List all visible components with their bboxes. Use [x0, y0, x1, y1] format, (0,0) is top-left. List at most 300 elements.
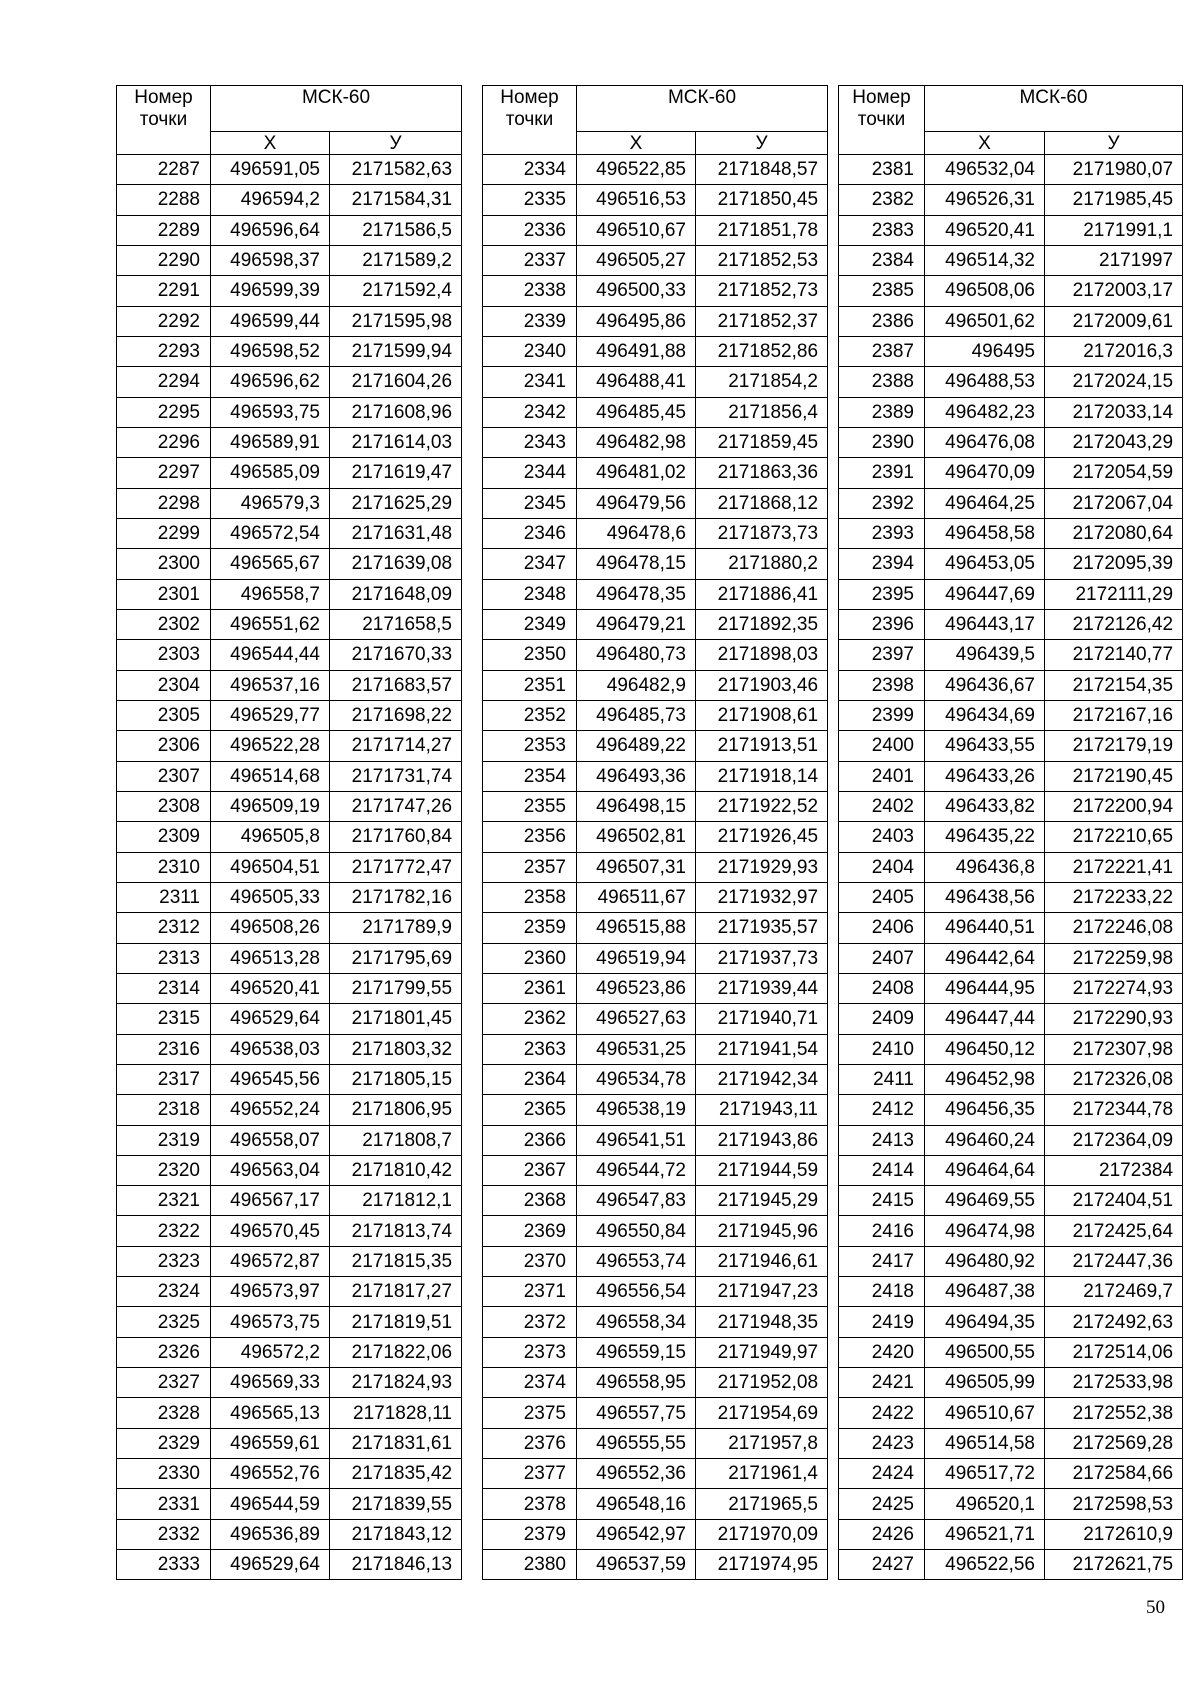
table-row	[117, 1004, 462, 1034]
x-coordinate-cell: 496558,07	[211, 1125, 330, 1155]
table-row	[117, 1216, 462, 1246]
table-row	[839, 822, 1183, 852]
table-row	[839, 791, 1183, 821]
point-number-cell: 2379	[483, 1519, 577, 1549]
point-number-cell: 2352	[483, 700, 577, 730]
y-coordinate-cell: 2171946,61	[696, 1246, 828, 1276]
point-number-cell: 2362	[483, 1004, 577, 1034]
table-row	[117, 245, 462, 275]
table-row	[483, 1459, 828, 1489]
table-row	[483, 1125, 828, 1155]
table-row	[483, 1095, 828, 1125]
table-row	[117, 1398, 462, 1428]
x-coordinate-cell: 496478,35	[577, 579, 696, 609]
point-number-cell: 2380	[483, 1550, 577, 1580]
point-number-cell: 2398	[839, 670, 925, 700]
table-row	[117, 973, 462, 1003]
point-number-cell: 2349	[483, 609, 577, 639]
x-coordinate-cell: 496447,44	[925, 1004, 1045, 1034]
table-row	[483, 882, 828, 912]
table-row	[117, 397, 462, 427]
x-header: Х	[211, 132, 330, 155]
table-row	[117, 609, 462, 639]
point-number-cell: 2293	[117, 336, 211, 366]
x-coordinate-cell: 496456,35	[925, 1095, 1045, 1125]
y-coordinate-cell: 2171945,96	[696, 1216, 828, 1246]
y-coordinate-cell: 2172111,29	[1045, 579, 1183, 609]
table-row	[839, 609, 1183, 639]
x-coordinate-cell: 496529,64	[211, 1550, 330, 1580]
y-coordinate-cell: 2171789,9	[330, 913, 462, 943]
table-row	[483, 1368, 828, 1398]
y-coordinate-cell: 2171795,69	[330, 943, 462, 973]
table-row	[117, 427, 462, 457]
x-coordinate-cell: 496435,22	[925, 822, 1045, 852]
point-number-cell: 2384	[839, 245, 925, 275]
x-coordinate-cell: 496519,94	[577, 943, 696, 973]
x-coordinate-cell: 496481,02	[577, 458, 696, 488]
point-number-cell: 2290	[117, 245, 211, 275]
y-coordinate-cell: 2171584,31	[330, 185, 462, 215]
x-coordinate-cell: 496485,45	[577, 397, 696, 427]
x-coordinate-cell: 496470,09	[925, 458, 1045, 488]
table-row	[483, 1246, 828, 1276]
x-coordinate-cell: 496444,95	[925, 973, 1045, 1003]
table-row	[839, 1337, 1183, 1367]
x-coordinate-cell: 496596,62	[211, 367, 330, 397]
x-coordinate-cell: 496555,55	[577, 1428, 696, 1458]
x-coordinate-cell: 496436,8	[925, 852, 1045, 882]
table-row	[117, 1519, 462, 1549]
x-coordinate-cell: 496433,55	[925, 731, 1045, 761]
table-row	[117, 1246, 462, 1276]
x-coordinate-cell: 496521,71	[925, 1519, 1045, 1549]
point-number-cell: 2358	[483, 882, 577, 912]
point-number-cell: 2390	[839, 427, 925, 457]
point-number-cell: 2372	[483, 1307, 577, 1337]
y-coordinate-cell: 2171945,29	[696, 1186, 828, 1216]
point-number-cell: 2305	[117, 700, 211, 730]
table-row	[483, 1489, 828, 1519]
table-row	[839, 245, 1183, 275]
x-coordinate-cell: 496474,98	[925, 1216, 1045, 1246]
table-row	[117, 882, 462, 912]
x-coordinate-cell: 496464,25	[925, 488, 1045, 518]
y-coordinate-cell: 2171886,41	[696, 579, 828, 609]
y-coordinate-cell: 2171863,36	[696, 458, 828, 488]
page-number: 50	[1146, 1597, 1165, 1618]
table-row	[117, 215, 462, 245]
x-coordinate-cell: 496440,51	[925, 913, 1045, 943]
y-coordinate-cell: 2171929,93	[696, 852, 828, 882]
point-number-cell: 2389	[839, 397, 925, 427]
y-coordinate-cell: 2171970,09	[696, 1519, 828, 1549]
point-number-cell: 2419	[839, 1307, 925, 1337]
y-coordinate-cell: 2171948,35	[696, 1307, 828, 1337]
y-coordinate-cell: 2172584,66	[1045, 1459, 1183, 1489]
point-number-cell: 2308	[117, 791, 211, 821]
y-coordinate-cell: 2172364,09	[1045, 1125, 1183, 1155]
table-row	[839, 761, 1183, 791]
x-coordinate-cell: 496567,17	[211, 1186, 330, 1216]
table-row	[483, 913, 828, 943]
y-coordinate-cell: 2171942,34	[696, 1064, 828, 1094]
point-number-cell: 2313	[117, 943, 211, 973]
x-coordinate-cell: 496572,87	[211, 1246, 330, 1276]
table-row	[839, 1519, 1183, 1549]
point-number-cell: 2351	[483, 670, 577, 700]
table-row	[117, 640, 462, 670]
y-coordinate-cell: 2171714,27	[330, 731, 462, 761]
y-coordinate-cell: 2171815,35	[330, 1246, 462, 1276]
y-coordinate-cell: 2171639,08	[330, 549, 462, 579]
table-row	[839, 1034, 1183, 1064]
table-row	[839, 700, 1183, 730]
point-number-cell: 2375	[483, 1398, 577, 1428]
point-number-cell: 2314	[117, 973, 211, 1003]
x-coordinate-cell: 496529,64	[211, 1004, 330, 1034]
x-coordinate-cell: 496538,03	[211, 1034, 330, 1064]
point-number-cell: 2423	[839, 1428, 925, 1458]
table-row	[117, 1368, 462, 1398]
table-row	[483, 1216, 828, 1246]
table-row	[483, 822, 828, 852]
table-row	[117, 1125, 462, 1155]
y-coordinate-cell: 2172054,59	[1045, 458, 1183, 488]
table-row	[117, 185, 462, 215]
table-row	[483, 518, 828, 548]
y-coordinate-cell: 2171854,2	[696, 367, 828, 397]
x-coordinate-cell: 496558,34	[577, 1307, 696, 1337]
y-coordinate-cell: 2171926,45	[696, 822, 828, 852]
table-row	[483, 1004, 828, 1034]
point-number-cell: 2350	[483, 640, 577, 670]
y-coordinate-cell: 2171731,74	[330, 761, 462, 791]
table-row	[839, 1550, 1183, 1580]
y-coordinate-cell: 2171625,29	[330, 488, 462, 518]
y-coordinate-cell: 2171586,5	[330, 215, 462, 245]
point-number-cell: 2342	[483, 397, 577, 427]
x-coordinate-cell: 496544,44	[211, 640, 330, 670]
x-coordinate-cell: 496482,23	[925, 397, 1045, 427]
table-row	[839, 973, 1183, 1003]
x-coordinate-cell: 496553,74	[577, 1246, 696, 1276]
x-coordinate-cell: 496476,08	[925, 427, 1045, 457]
x-coordinate-cell: 496507,31	[577, 852, 696, 882]
x-coordinate-cell: 496501,62	[925, 306, 1045, 336]
point-number-header: Номер точки	[117, 86, 211, 155]
y-coordinate-cell: 2171852,53	[696, 245, 828, 275]
x-header: Х	[577, 132, 696, 155]
table-row	[483, 852, 828, 882]
table-row	[483, 549, 828, 579]
y-coordinate-cell: 2171822,06	[330, 1337, 462, 1367]
x-coordinate-cell: 496495,86	[577, 306, 696, 336]
table-row	[839, 427, 1183, 457]
table-row	[483, 397, 828, 427]
table-row	[483, 367, 828, 397]
table-row	[117, 852, 462, 882]
table-row	[117, 1307, 462, 1337]
table-row	[483, 700, 828, 730]
y-coordinate-cell: 2171952,08	[696, 1368, 828, 1398]
y-coordinate-cell: 2171801,45	[330, 1004, 462, 1034]
x-coordinate-cell: 496487,38	[925, 1277, 1045, 1307]
y-coordinate-cell: 2171760,84	[330, 822, 462, 852]
table-row	[117, 1034, 462, 1064]
table-row	[117, 1428, 462, 1458]
x-coordinate-cell: 496434,69	[925, 700, 1045, 730]
table-row	[839, 1095, 1183, 1125]
point-number-cell: 2325	[117, 1307, 211, 1337]
x-coordinate-cell: 496558,95	[577, 1368, 696, 1398]
y-coordinate-cell: 2171619,47	[330, 458, 462, 488]
point-number-cell: 2340	[483, 336, 577, 366]
y-coordinate-cell: 2172569,28	[1045, 1428, 1183, 1458]
table-row	[839, 488, 1183, 518]
point-number-cell: 2364	[483, 1064, 577, 1094]
y-coordinate-cell: 2171957,8	[696, 1428, 828, 1458]
table-row	[839, 1064, 1183, 1094]
y-coordinate-cell: 2172447,36	[1045, 1246, 1183, 1276]
y-coordinate-cell: 2171851,78	[696, 215, 828, 245]
point-number-cell: 2338	[483, 276, 577, 306]
x-coordinate-cell: 496527,63	[577, 1004, 696, 1034]
y-coordinate-cell: 2171648,09	[330, 579, 462, 609]
x-coordinate-cell: 496573,75	[211, 1307, 330, 1337]
point-number-cell: 2327	[117, 1368, 211, 1398]
point-number-cell: 2328	[117, 1398, 211, 1428]
table-row	[483, 761, 828, 791]
y-coordinate-cell: 2171850,45	[696, 185, 828, 215]
x-coordinate-cell: 496458,58	[925, 518, 1045, 548]
point-number-cell: 2310	[117, 852, 211, 882]
y-coordinate-cell: 2171658,5	[330, 609, 462, 639]
table-row	[117, 731, 462, 761]
y-coordinate-cell: 2171595,98	[330, 306, 462, 336]
table-row	[839, 1428, 1183, 1458]
point-number-cell: 2303	[117, 640, 211, 670]
y-coordinate-cell: 2172154,35	[1045, 670, 1183, 700]
point-number-cell: 2356	[483, 822, 577, 852]
x-coordinate-cell: 496548,16	[577, 1489, 696, 1519]
x-coordinate-cell: 496517,72	[925, 1459, 1045, 1489]
table-row	[839, 549, 1183, 579]
point-number-cell: 2413	[839, 1125, 925, 1155]
x-coordinate-cell: 496593,75	[211, 397, 330, 427]
y-coordinate-cell: 2171808,7	[330, 1125, 462, 1155]
x-coordinate-cell: 496570,45	[211, 1216, 330, 1246]
x-coordinate-cell: 496500,33	[577, 276, 696, 306]
y-coordinate-cell: 2171980,07	[1045, 155, 1183, 185]
x-coordinate-cell: 496589,91	[211, 427, 330, 457]
y-coordinate-cell: 2171805,15	[330, 1064, 462, 1094]
table-row	[839, 913, 1183, 943]
table-row	[117, 1277, 462, 1307]
table-row	[839, 185, 1183, 215]
x-coordinate-cell: 496438,56	[925, 882, 1045, 912]
point-number-cell: 2357	[483, 852, 577, 882]
point-number-cell: 2348	[483, 579, 577, 609]
x-coordinate-cell: 496537,59	[577, 1550, 696, 1580]
y-coordinate-cell: 2171908,61	[696, 700, 828, 730]
table-row	[839, 397, 1183, 427]
point-number-cell: 2335	[483, 185, 577, 215]
table-row	[483, 973, 828, 1003]
y-coordinate-cell: 2172067,04	[1045, 488, 1183, 518]
coordinate-system-header: МСК-60	[925, 86, 1183, 132]
y-coordinate-cell: 2171974,95	[696, 1550, 828, 1580]
point-number-cell: 2343	[483, 427, 577, 457]
y-coordinate-cell: 2171859,45	[696, 427, 828, 457]
table-row	[839, 1246, 1183, 1276]
point-number-cell: 2416	[839, 1216, 925, 1246]
point-number-cell: 2422	[839, 1398, 925, 1428]
x-coordinate-cell: 496442,64	[925, 943, 1045, 973]
y-coordinate-cell: 2172140,77	[1045, 640, 1183, 670]
table-row	[483, 276, 828, 306]
point-number-cell: 2417	[839, 1246, 925, 1276]
x-coordinate-cell: 496563,04	[211, 1155, 330, 1185]
point-number-cell: 2359	[483, 913, 577, 943]
point-number-cell: 2331	[117, 1489, 211, 1519]
table-row	[839, 1216, 1183, 1246]
x-coordinate-cell: 496509,19	[211, 791, 330, 821]
table-row	[839, 306, 1183, 336]
y-coordinate-cell: 2171812,1	[330, 1186, 462, 1216]
x-coordinate-cell: 496436,67	[925, 670, 1045, 700]
y-coordinate-cell: 2171947,23	[696, 1277, 828, 1307]
point-number-cell: 2318	[117, 1095, 211, 1125]
point-number-cell: 2421	[839, 1368, 925, 1398]
point-number-cell: 2296	[117, 427, 211, 457]
x-coordinate-cell: 496529,77	[211, 700, 330, 730]
point-number-cell: 2316	[117, 1034, 211, 1064]
y-coordinate-cell: 2171903,46	[696, 670, 828, 700]
y-coordinate-cell: 2172179,19	[1045, 731, 1183, 761]
y-coordinate-cell: 2171943,11	[696, 1095, 828, 1125]
x-coordinate-cell: 496537,16	[211, 670, 330, 700]
y-coordinate-cell: 2172621,75	[1045, 1550, 1183, 1580]
y-coordinate-cell: 2172598,53	[1045, 1489, 1183, 1519]
point-number-cell: 2367	[483, 1155, 577, 1185]
y-coordinate-cell: 2171961,4	[696, 1459, 828, 1489]
table-row	[117, 670, 462, 700]
point-number-cell: 2330	[117, 1459, 211, 1489]
point-number-cell: 2387	[839, 336, 925, 366]
point-number-cell: 2346	[483, 518, 577, 548]
y-coordinate-cell: 2171819,51	[330, 1307, 462, 1337]
point-number-cell: 2295	[117, 397, 211, 427]
point-number-cell: 2365	[483, 1095, 577, 1125]
y-coordinate-cell: 2171839,55	[330, 1489, 462, 1519]
x-coordinate-cell: 496433,82	[925, 791, 1045, 821]
x-coordinate-cell: 496498,15	[577, 791, 696, 821]
x-coordinate-cell: 496464,64	[925, 1155, 1045, 1185]
table-row	[839, 1004, 1183, 1034]
x-coordinate-cell: 496452,98	[925, 1064, 1045, 1094]
point-number-cell: 2409	[839, 1004, 925, 1034]
x-coordinate-cell: 496559,61	[211, 1428, 330, 1458]
x-coordinate-cell: 496479,21	[577, 609, 696, 639]
table-row	[839, 852, 1183, 882]
x-coordinate-cell: 496482,9	[577, 670, 696, 700]
table-row	[483, 1064, 828, 1094]
y-coordinate-cell: 2172200,94	[1045, 791, 1183, 821]
y-coordinate-cell: 2171589,2	[330, 245, 462, 275]
table-row	[839, 579, 1183, 609]
table-row	[839, 640, 1183, 670]
coordinate-system-header: МСК-60	[211, 86, 462, 132]
point-number-cell: 2306	[117, 731, 211, 761]
point-number-cell: 2294	[117, 367, 211, 397]
y-coordinate-cell: 2171835,42	[330, 1459, 462, 1489]
x-coordinate-cell: 496579,3	[211, 488, 330, 518]
point-number-cell: 2388	[839, 367, 925, 397]
point-number-cell: 2378	[483, 1489, 577, 1519]
y-coordinate-cell: 2171873,73	[696, 518, 828, 548]
x-coordinate-cell: 496488,41	[577, 367, 696, 397]
point-number-cell: 2298	[117, 488, 211, 518]
y-coordinate-cell: 2172326,08	[1045, 1064, 1183, 1094]
y-coordinate-cell: 2171806,95	[330, 1095, 462, 1125]
point-number-cell: 2311	[117, 882, 211, 912]
y-coordinate-cell: 2171868,12	[696, 488, 828, 518]
y-coordinate-cell: 2171997	[1045, 245, 1183, 275]
coordinate-table-1	[116, 85, 462, 1580]
x-coordinate-cell: 496504,51	[211, 852, 330, 882]
point-number-cell: 2292	[117, 306, 211, 336]
table-row	[839, 1489, 1183, 1519]
x-coordinate-cell: 496443,17	[925, 609, 1045, 639]
table-row	[839, 1459, 1183, 1489]
table-row	[839, 336, 1183, 366]
y-coordinate-cell: 2172552,38	[1045, 1398, 1183, 1428]
y-coordinate-cell: 2171631,48	[330, 518, 462, 548]
point-number-cell: 2289	[117, 215, 211, 245]
x-coordinate-cell: 496489,22	[577, 731, 696, 761]
y-coordinate-cell: 2172344,78	[1045, 1095, 1183, 1125]
table-row	[839, 367, 1183, 397]
point-number-header: Номер точки	[839, 86, 925, 155]
point-number-cell: 2368	[483, 1186, 577, 1216]
y-coordinate-cell: 2172290,93	[1045, 1004, 1183, 1034]
x-coordinate-cell: 496557,75	[577, 1398, 696, 1428]
point-number-cell: 2415	[839, 1186, 925, 1216]
y-coordinate-cell: 2171698,22	[330, 700, 462, 730]
y-coordinate-cell: 2171813,74	[330, 1216, 462, 1246]
table-row	[483, 185, 828, 215]
y-coordinate-cell: 2172384	[1045, 1155, 1183, 1185]
x-coordinate-cell: 496514,32	[925, 245, 1045, 275]
y-coordinate-cell: 2171991,1	[1045, 215, 1183, 245]
x-coordinate-cell: 496526,31	[925, 185, 1045, 215]
table-row	[839, 155, 1183, 185]
x-coordinate-cell: 496594,2	[211, 185, 330, 215]
x-coordinate-cell: 496439,5	[925, 640, 1045, 670]
y-coordinate-cell: 2171817,27	[330, 1277, 462, 1307]
table-body-2	[483, 155, 828, 1580]
point-number-cell: 2315	[117, 1004, 211, 1034]
point-number-cell: 2397	[839, 640, 925, 670]
y-coordinate-cell: 2171852,73	[696, 276, 828, 306]
y-coordinate-cell: 2172024,15	[1045, 367, 1183, 397]
point-number-cell: 2391	[839, 458, 925, 488]
y-coordinate-cell: 2171940,71	[696, 1004, 828, 1034]
table-row	[117, 549, 462, 579]
x-coordinate-cell: 496544,59	[211, 1489, 330, 1519]
y-coordinate-cell: 2171799,55	[330, 973, 462, 1003]
